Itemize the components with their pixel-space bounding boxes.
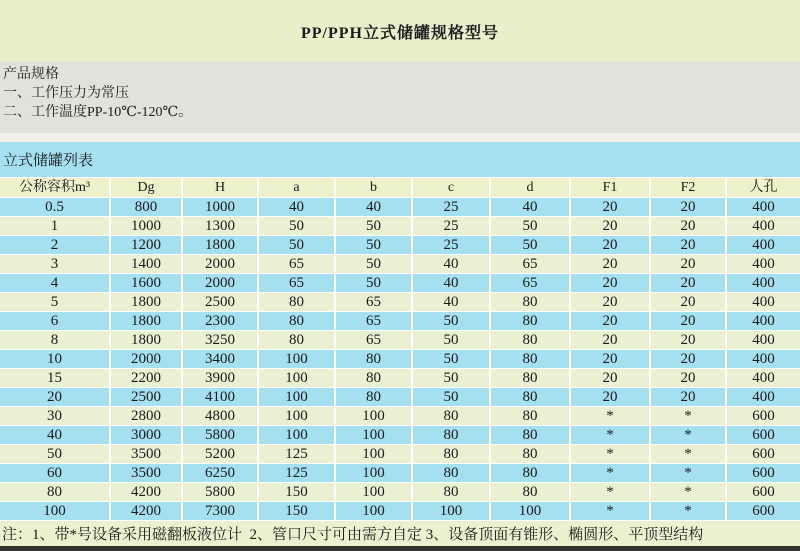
- table-cell: 5200: [182, 445, 258, 464]
- column-header: 人孔: [726, 178, 800, 198]
- table-cell: 1800: [110, 312, 182, 331]
- table-cell: 40: [490, 198, 570, 217]
- table-cell: 4200: [110, 502, 182, 521]
- table-row: [0, 236, 800, 255]
- table-cell: 3: [0, 255, 110, 274]
- table-cell: 65: [490, 255, 570, 274]
- table-cell: 1800: [182, 236, 258, 255]
- table-cell: 65: [335, 331, 412, 350]
- tank-spec-table: [0, 177, 800, 521]
- table-cell: 2: [0, 236, 110, 255]
- table-cell: 100: [258, 369, 335, 388]
- table-cell: 80: [490, 426, 570, 445]
- table-cell: 4100: [182, 388, 258, 407]
- table-cell: 20: [650, 236, 726, 255]
- table-row: [0, 407, 800, 426]
- table-cell: 65: [258, 274, 335, 293]
- column-header: c: [412, 178, 490, 198]
- table-cell: 50: [258, 236, 335, 255]
- table-row: [0, 426, 800, 445]
- table-cell: *: [570, 407, 650, 426]
- column-header: Dg: [110, 178, 182, 198]
- table-row: [0, 274, 800, 293]
- table-cell: 6250: [182, 464, 258, 483]
- table-cell: 600: [726, 483, 800, 502]
- table-row: [0, 350, 800, 369]
- table-cell: 400: [726, 274, 800, 293]
- table-cell: 1300: [182, 217, 258, 236]
- table-cell: 50: [335, 236, 412, 255]
- table-cell: 3400: [182, 350, 258, 369]
- table-row: [0, 198, 800, 217]
- table-cell: 100: [258, 388, 335, 407]
- table-cell: 80: [490, 483, 570, 502]
- table-cell: 2000: [110, 350, 182, 369]
- table-cell: 2800: [110, 407, 182, 426]
- table-cell: 150: [258, 502, 335, 521]
- table-cell: *: [570, 445, 650, 464]
- table-cell: 20: [570, 236, 650, 255]
- table-cell: 65: [258, 255, 335, 274]
- table-cell: 80: [490, 331, 570, 350]
- product-specs-band: [0, 62, 800, 133]
- table-cell: 50: [258, 217, 335, 236]
- table-cell: 1800: [110, 331, 182, 350]
- table-cell: 80: [258, 331, 335, 350]
- divider-strip: [0, 133, 800, 142]
- table-cell: 100: [335, 464, 412, 483]
- table-cell: 5800: [182, 483, 258, 502]
- column-header: d: [490, 178, 570, 198]
- table-cell: 100: [335, 483, 412, 502]
- table-cell: 100: [335, 502, 412, 521]
- table-cell: 100: [258, 350, 335, 369]
- column-header: a: [258, 178, 335, 198]
- table-cell: 600: [726, 426, 800, 445]
- table-cell: 50: [412, 369, 490, 388]
- table-cell: 65: [335, 293, 412, 312]
- table-cell: 3250: [182, 331, 258, 350]
- tank-table-body: [0, 198, 800, 521]
- table-cell: 20: [650, 293, 726, 312]
- table-cell: 3500: [110, 445, 182, 464]
- table-cell: 600: [726, 407, 800, 426]
- table-cell: 50: [412, 350, 490, 369]
- table-cell: 80: [335, 369, 412, 388]
- footnote-text: 注：1、带*号设备采用磁翻板液位计 2、管口尺寸可由需方自定 3、设备顶面有锥形、椭圆形、平顶型结构: [2, 527, 704, 543]
- table-cell: 20: [570, 369, 650, 388]
- table-cell: 5: [0, 293, 110, 312]
- table-cell: 40: [0, 426, 110, 445]
- table-cell: 25: [412, 217, 490, 236]
- table-cell: 20: [650, 350, 726, 369]
- table-row: [0, 445, 800, 464]
- table-cell: 80: [335, 388, 412, 407]
- table-cell: 15: [0, 369, 110, 388]
- table-cell: 50: [335, 255, 412, 274]
- table-row: [0, 502, 800, 521]
- table-cell: 100: [335, 445, 412, 464]
- table-cell: 20: [570, 388, 650, 407]
- scan-edge-bar: [0, 546, 800, 551]
- table-cell: 20: [650, 312, 726, 331]
- table-cell: 20: [650, 198, 726, 217]
- table-row: [0, 388, 800, 407]
- table-cell: 65: [335, 312, 412, 331]
- table-cell: 100: [335, 407, 412, 426]
- table-cell: 20: [650, 388, 726, 407]
- table-cell: 100: [258, 407, 335, 426]
- table-cell: 50: [490, 217, 570, 236]
- table-cell: 3500: [110, 464, 182, 483]
- table-cell: 400: [726, 198, 800, 217]
- table-cell: 3000: [110, 426, 182, 445]
- table-cell: 40: [412, 255, 490, 274]
- table-cell: 10: [0, 350, 110, 369]
- table-cell: 125: [258, 464, 335, 483]
- table-cell: 6: [0, 312, 110, 331]
- table-cell: 20: [0, 388, 110, 407]
- table-cell: 1000: [182, 198, 258, 217]
- table-cell: 400: [726, 236, 800, 255]
- table-cell: 80: [258, 312, 335, 331]
- column-header: b: [335, 178, 412, 198]
- table-cell: 2200: [110, 369, 182, 388]
- table-cell: 3900: [182, 369, 258, 388]
- table-cell: *: [650, 502, 726, 521]
- column-header: 公称容积m³: [0, 178, 110, 198]
- table-cell: 125: [258, 445, 335, 464]
- table-cell: 25: [412, 236, 490, 255]
- table-cell: 100: [490, 502, 570, 521]
- table-cell: 80: [490, 312, 570, 331]
- table-row: [0, 369, 800, 388]
- table-cell: 50: [412, 331, 490, 350]
- table-cell: 80: [412, 426, 490, 445]
- table-cell: 80: [490, 369, 570, 388]
- table-cell: 20: [570, 198, 650, 217]
- table-cell: 20: [650, 217, 726, 236]
- spec-item-temperature: 二、工作温度PP-10℃-120℃。: [3, 105, 193, 120]
- table-cell: 40: [412, 274, 490, 293]
- table-row: [0, 331, 800, 350]
- table-cell: 0.5: [0, 198, 110, 217]
- table-cell: 20: [570, 312, 650, 331]
- table-cell: 80: [490, 388, 570, 407]
- table-cell: 600: [726, 445, 800, 464]
- table-cell: 80: [490, 293, 570, 312]
- table-cell: 400: [726, 388, 800, 407]
- table-cell: 1400: [110, 255, 182, 274]
- table-cell: *: [650, 407, 726, 426]
- table-cell: 400: [726, 255, 800, 274]
- table-cell: 25: [412, 198, 490, 217]
- table-cell: 20: [570, 293, 650, 312]
- table-cell: 2500: [182, 293, 258, 312]
- table-cell: 400: [726, 217, 800, 236]
- table-cell: 50: [412, 312, 490, 331]
- section-band: [0, 142, 800, 177]
- table-cell: 800: [110, 198, 182, 217]
- table-cell: 40: [335, 198, 412, 217]
- table-cell: 5800: [182, 426, 258, 445]
- table-cell: 2500: [110, 388, 182, 407]
- table-header-row: [0, 178, 800, 198]
- table-cell: 50: [335, 217, 412, 236]
- table-cell: 20: [650, 274, 726, 293]
- table-cell: 1: [0, 217, 110, 236]
- table-cell: 2000: [182, 274, 258, 293]
- table-cell: 400: [726, 312, 800, 331]
- title-band: [0, 0, 800, 62]
- table-cell: 100: [335, 426, 412, 445]
- table-cell: 600: [726, 502, 800, 521]
- table-cell: 1600: [110, 274, 182, 293]
- table-row: [0, 312, 800, 331]
- column-header: F2: [650, 178, 726, 198]
- table-cell: 7300: [182, 502, 258, 521]
- table-cell: 60: [0, 464, 110, 483]
- table-cell: 20: [570, 217, 650, 236]
- table-row: [0, 464, 800, 483]
- spec-item-pressure: 一、工作压力为常压: [3, 86, 129, 101]
- table-cell: 400: [726, 369, 800, 388]
- column-header: H: [182, 178, 258, 198]
- table-cell: 20: [650, 369, 726, 388]
- table-cell: 50: [0, 445, 110, 464]
- table-cell: 4: [0, 274, 110, 293]
- table-cell: 80: [412, 407, 490, 426]
- table-cell: 80: [490, 350, 570, 369]
- table-cell: 80: [412, 483, 490, 502]
- table-row: [0, 483, 800, 502]
- table-cell: 80: [0, 483, 110, 502]
- table-cell: 20: [570, 255, 650, 274]
- table-cell: 80: [258, 293, 335, 312]
- table-cell: 20: [650, 331, 726, 350]
- table-cell: 80: [490, 464, 570, 483]
- table-cell: 1200: [110, 236, 182, 255]
- table-cell: 400: [726, 350, 800, 369]
- table-cell: 4200: [110, 483, 182, 502]
- table-cell: 80: [412, 464, 490, 483]
- table-row: [0, 255, 800, 274]
- table-cell: 600: [726, 464, 800, 483]
- table-cell: 8: [0, 331, 110, 350]
- table-cell: 20: [570, 331, 650, 350]
- table-cell: 20: [570, 350, 650, 369]
- table-row: [0, 217, 800, 236]
- table-cell: 2300: [182, 312, 258, 331]
- table-row: [0, 293, 800, 312]
- column-header: F1: [570, 178, 650, 198]
- table-cell: *: [650, 464, 726, 483]
- table-cell: 20: [650, 255, 726, 274]
- table-cell: 100: [412, 502, 490, 521]
- table-cell: 80: [412, 445, 490, 464]
- table-cell: 100: [0, 502, 110, 521]
- table-cell: 40: [412, 293, 490, 312]
- table-cell: 1800: [110, 293, 182, 312]
- table-cell: *: [570, 426, 650, 445]
- table-cell: 50: [335, 274, 412, 293]
- specs-heading: 产品规格: [3, 67, 59, 82]
- table-cell: 65: [490, 274, 570, 293]
- table-cell: 2000: [182, 255, 258, 274]
- table-cell: *: [650, 426, 726, 445]
- table-cell: 150: [258, 483, 335, 502]
- table-cell: *: [570, 483, 650, 502]
- page-title: PP/PPH立式储罐规格型号: [301, 24, 499, 42]
- table-cell: 80: [335, 350, 412, 369]
- table-cell: *: [650, 483, 726, 502]
- table-cell: 1000: [110, 217, 182, 236]
- table-cell: 4800: [182, 407, 258, 426]
- table-cell: *: [570, 464, 650, 483]
- table-cell: 400: [726, 331, 800, 350]
- table-cell: 100: [258, 426, 335, 445]
- table-cell: *: [650, 445, 726, 464]
- table-cell: 30: [0, 407, 110, 426]
- table-cell: 50: [412, 388, 490, 407]
- table-cell: 400: [726, 293, 800, 312]
- section-label: 立式储罐列表: [3, 153, 94, 169]
- table-cell: 20: [570, 274, 650, 293]
- table-cell: *: [570, 502, 650, 521]
- table-cell: 80: [490, 407, 570, 426]
- table-cell: 50: [490, 236, 570, 255]
- footnote: [0, 521, 800, 546]
- table-cell: 40: [258, 198, 335, 217]
- table-cell: 80: [490, 445, 570, 464]
